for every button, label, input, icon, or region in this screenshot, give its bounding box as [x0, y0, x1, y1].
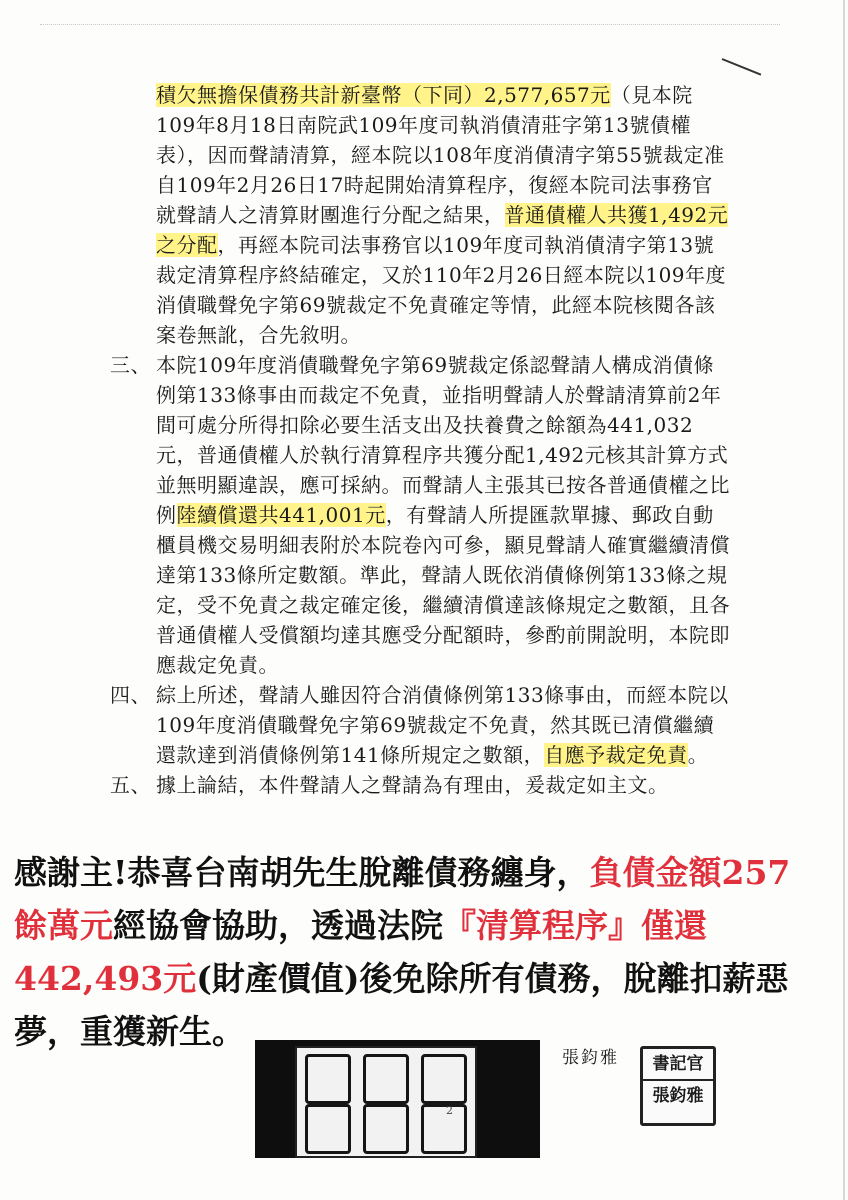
page-number: 2	[446, 1104, 453, 1117]
banner-repaid-amount: 『清算程序』僅還442,493元	[14, 906, 707, 998]
seal-glyph-icon	[421, 1054, 467, 1104]
ruling-body	[110, 80, 730, 800]
section-4-number: 四、	[110, 683, 151, 707]
court-seal-icon	[295, 1046, 477, 1158]
highlight-discharge: 自應予裁定免責	[544, 743, 688, 767]
highlight-debt-total: 積欠無擔保債務共計新臺幣（下同）2,577,657元	[156, 83, 611, 107]
clerk-seal-stamp	[640, 1046, 716, 1126]
section-5	[110, 770, 730, 800]
highlight-repayment: 陸續償還共441,001元	[176, 503, 386, 527]
pen-mark	[722, 58, 762, 76]
section-3-text-b: ，有聲請人所提匯款單據、郵政自動櫃員機交易明細表附於本院卷內可參，顯見聲請人確實繼續清償達第133條所定數額。準此，聲請人既依消債條例第133條之規定，受不免責之裁定確定後，繼續清償達該條規定之數額，且各普通債權人受償額均達其應受分配額時，參酌前開說明，本院即應裁定免責。	[156, 503, 730, 677]
banner-part-5: (財產價值)後免除所有債務，脫離扣薪惡夢，重獲新生。	[14, 959, 789, 1051]
section-4-text-b: 。	[687, 743, 709, 767]
fax-header-strip	[40, 10, 780, 25]
intro-text-c: ，再經本院司法事務官以109年度司執消債清字第13號裁定清算程序終結確定，又於110年2月26日經本院以109年度消債職聲免字第69號裁定不免責確定等情，此經本院核閱各該案卷無訛，合先敘明。	[156, 233, 727, 347]
seal-glyph-icon	[421, 1104, 467, 1154]
court-seal-block	[255, 1040, 540, 1158]
seal-glyph-icon	[363, 1104, 409, 1154]
banner-part-3: 經協會協助，透過法院	[113, 906, 443, 945]
banner-debt-amount: 負債金額257餘萬元	[14, 853, 791, 945]
clerk-seal-name: 張鈞雅	[652, 1086, 704, 1106]
seal-glyph-icon	[305, 1104, 351, 1154]
highlight-distribution: 普通債權人共獲1,492元之分配	[156, 203, 729, 257]
section-5-text: 據上論結，本件聲請人之聲請為有理由，爰裁定如主文。	[156, 773, 669, 797]
intro-paragraph	[110, 80, 730, 350]
page-edge-shadow	[843, 0, 845, 1200]
section-3-number: 三、	[110, 353, 151, 377]
seal-glyph-icon	[363, 1054, 409, 1104]
section-4	[110, 680, 730, 770]
section-4-text-a: 綜上所述，聲請人雖因符合消債條例第133條事由，而經本院以109年度消債職聲免字第69號裁定不免責，然其既已清償繼續還款達到消債條例第141條所規定之數額，	[156, 683, 729, 767]
clerk-name: 張鈞雅	[562, 1048, 619, 1068]
clerk-seal-title: 書記官	[643, 1049, 713, 1081]
seal-glyph-icon	[305, 1054, 351, 1104]
testimonial-banner	[14, 846, 814, 1058]
section-3-text-a: 本院109年度消債職聲免字第69號裁定係認聲請人構成消債條例第133條事由而裁定不免責，並指明聲請人於聲請清算前2年間可處分所得扣除必要生活支出及扶養費之餘額為441,032元，普通債權人於執行清算程序共獲分配1,492元核其計算方式並無明顯違誤，應可採納。而聲請人主張其已按各普通債權之比例	[156, 353, 730, 527]
section-5-number: 五、	[110, 773, 151, 797]
banner-part-1: 感謝主!恭喜台南胡先生脫離債務纏身，	[14, 853, 590, 892]
section-3	[110, 350, 730, 680]
intro-text-b: （見本院109年8月18日南院武109年度司執消債清莊字第13號債權表），因而聲請清算，經本院以108年度消債清字第55號裁定准自109年2月26日17時起開始清算程序，復經本院司法事務官就聲請人之清算財團進行分配之結果，	[156, 83, 725, 227]
